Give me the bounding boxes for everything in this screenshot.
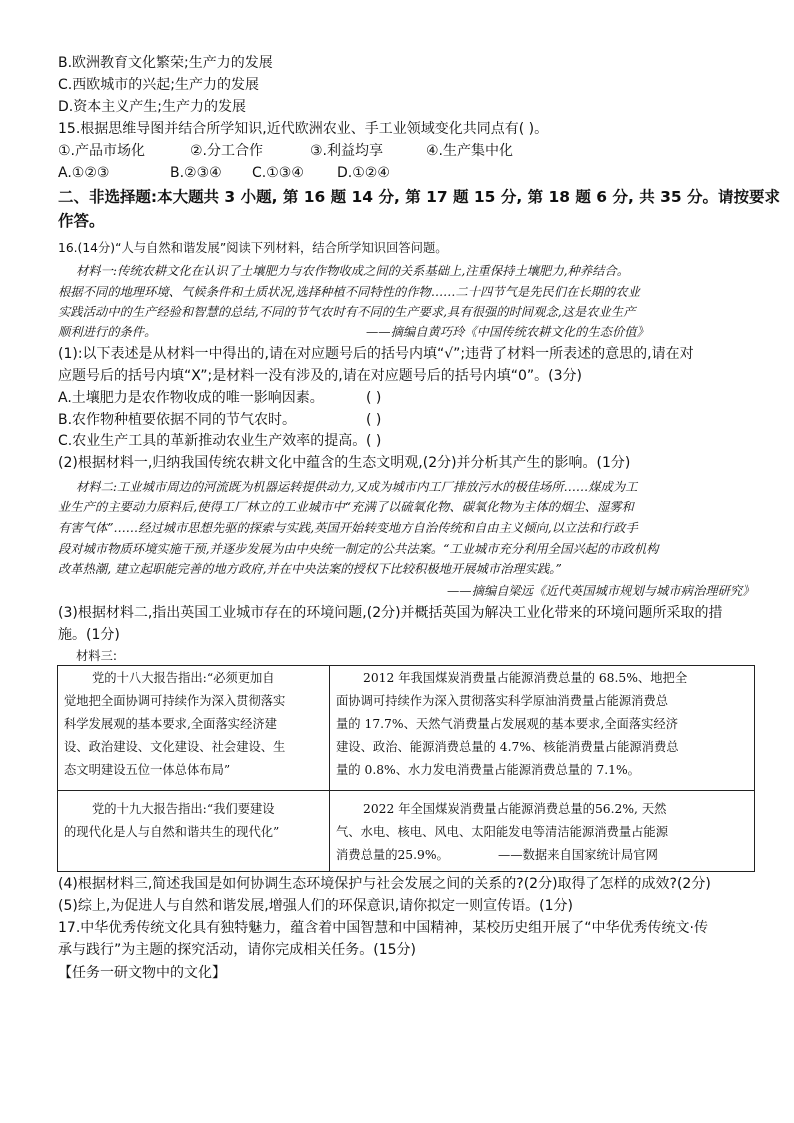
table-r2-left-line: 的现代化是人与自然和谐共生的现代化” bbox=[64, 825, 280, 839]
q16-sub3: (3)根据材料二,指出英国工业城市存在的环境问题,(2分)并概括英国为解决工业化带来的环境问题所采取的措 bbox=[58, 605, 723, 621]
material-3-table bbox=[57, 665, 755, 872]
material-2-line: 改革热潮, 建立起职能完善的地方政府,并在中央法案的授权下比较积极地开展城市治理实践。” bbox=[58, 562, 562, 576]
material-2-line: 业生产的主要动力原料后,使得工厂林立的工业城市中“充满了以硫氧化物、碳氧化物为主体的烟尘、湿雾和 bbox=[58, 500, 634, 514]
statement-b: B.农作物种植要依据不同的节气农时。 bbox=[58, 412, 297, 428]
table-r1-right-line: 量的 17.7%、天然气消费量占发展观的基本要求,全面落实经济 bbox=[336, 717, 679, 731]
q16-sub1: (1):以下表述是从材料一中得出的,请在对应题号后的括号内填“√”;违背了材料一所表述的意思的,请在对 bbox=[58, 346, 694, 362]
material-2-line: 材料二:工业城市周边的河流既为机器运转提供动力,又成为城市内工厂排放污水的极佳场所……煤成为工 bbox=[76, 480, 638, 494]
option-b: B.欧洲教育文化繁荣;生产力的发展 bbox=[58, 55, 273, 71]
q15-item-3: ③.利益均享 bbox=[310, 143, 384, 159]
section2-heading: 二、非选择题:本大题共 3 小题, 第 16 题 14 分, 第 17 题 15 分, 第 18 题 6 分, 共 35 分。请按要求 bbox=[58, 188, 780, 206]
q15-item-4: ④.生产集中化 bbox=[426, 143, 514, 159]
q15-choice-d: D.①②④ bbox=[337, 165, 390, 181]
statement-c-bracket: ( ) bbox=[366, 433, 382, 449]
table-r1-right-line: 建设、政治、能源消费总量的 4.7%、核能消费量占能源消费总 bbox=[336, 740, 679, 754]
material-1-line: 实践活动中的生产经验和智慧的总结,不同的节气农时有不同的生产要求,具有很强的时间观念,这是农业生产 bbox=[58, 305, 636, 319]
material-2-source: ——摘编自梁远《近代英国城市规划与城市病治理研究》 bbox=[447, 584, 755, 598]
table-r1-left-line: 觉地把全面协调可持续作为深入贯彻落实 bbox=[64, 694, 286, 708]
material-1-line: 顺利进行的条件。 bbox=[58, 325, 157, 339]
q16-sub5: (5)综上,为促进人与自然和谐发展,增强人们的环保意识,请你拟定一则宣传语。(1分) bbox=[58, 898, 574, 914]
table-r1-left-line: 党的十八大报告指出:“必须更加自 bbox=[92, 671, 275, 685]
q17-stem-cont: 承与践行”为主题的探究活动，请你完成相关任务。(15分) bbox=[58, 942, 416, 958]
material-1-line: 材料一:传统农耕文化在认识了土壤肥力与农作物收成之间的关系基础上,注重保持土壤肥力,种养结合。 bbox=[76, 264, 630, 278]
table-divider-vertical bbox=[329, 666, 330, 871]
material-1-source: ——摘编自黄巧玲《中国传统农耕文化的生态价值》 bbox=[366, 325, 649, 339]
table-divider-horizontal bbox=[58, 790, 754, 791]
q15-choice-b: B.②③④ bbox=[170, 165, 222, 181]
material-2-line: 有害气体”……经过城市思想先驱的探索与实践,英国开始转变地方自治传统和自由主义倾向,以立法和行政手 bbox=[58, 521, 638, 535]
q16-sub1-cont: 应题号后的括号内填“X”;是材料一没有涉及的,请在对应题号后的括号内填“0”。(3分) bbox=[58, 368, 582, 384]
q15-item-1: ①.产品市场化 bbox=[58, 143, 146, 159]
material-2-line: 段对城市物质环境实施干预,并逐步发展为由中央统一制定的公共法案。“工业城市充分利用全国兴起的市政机构 bbox=[58, 542, 659, 556]
q17-task1: 【任务一研文物中的文化】 bbox=[58, 965, 226, 981]
table-r1-right-line: 量的 0.8%、水力发电消费量占能源消费总量的 7.1%。 bbox=[336, 763, 640, 777]
table-r1-right-line: 面协调可持续作为深入贯彻落实科学原油消费量占能源消费总 bbox=[336, 694, 669, 708]
option-c: C.西欧城市的兴起;生产力的发展 bbox=[58, 77, 259, 93]
table-r1-left-line: 科学发展观的基本要求,全面落实经济建 bbox=[64, 717, 277, 731]
statement-b-bracket: ( ) bbox=[366, 412, 382, 428]
table-r2-right-line: 气、水电、核电、风电、太阳能发电等清洁能源消费量占能源 bbox=[336, 825, 669, 839]
statement-a: A.土壤肥力是农作物收成的唯一影响因素。 bbox=[58, 390, 324, 406]
q16-sub3-cont: 施。(1分) bbox=[58, 627, 120, 643]
q15-stem: 15.根据思维导图并结合所学知识,近代欧洲农业、手工业领域变化共同点有( )。 bbox=[58, 121, 549, 137]
statement-a-bracket: ( ) bbox=[366, 390, 382, 406]
q15-choice-c: C.①③④ bbox=[252, 165, 304, 181]
statement-c: C.农业生产工具的革新推动农业生产效率的提高。 bbox=[58, 433, 367, 449]
q16-sub4: (4)根据材料三,简述我国是如何协调生态环境保护与社会发展之间的关系的?(2分)取得了怎样的成效?(2分) bbox=[58, 876, 711, 892]
table-r2-source: ——数据来自国家统计局官网 bbox=[498, 848, 658, 862]
material-1-line: 根据不同的地理环境、气候条件和土质状况,选择种植不同特性的作物……二十四节气是先民们在长期的农业 bbox=[58, 285, 640, 299]
q16-sub2: (2)根据材料一,归纳我国传统农耕文化中蕴含的生态文明观,(2分)并分析其产生的影响。(1分) bbox=[58, 455, 631, 471]
table-r1-right-line: 2012 年我国煤炭消费量占能源消费总量的 68.5%、地把全 bbox=[363, 671, 688, 685]
table-r1-left-line: 态文明建设五位一体总体布局” bbox=[64, 763, 231, 777]
table-r2-right-line: 消费总量的25.9%。 bbox=[336, 848, 449, 862]
material-3-label: 材料三: bbox=[76, 649, 118, 663]
section2-heading-cont: 作答。 bbox=[58, 212, 105, 230]
table-r2-right-line: 2022 年全国煤炭消费量占能源消费总量的56.2%, 天然 bbox=[363, 802, 667, 816]
q15-item-2: ②.分工合作 bbox=[190, 143, 264, 159]
q16-title: 16.(14分)“人与自然和谐发展”阅读下列材料，结合所学知识回答问题。 bbox=[58, 241, 448, 255]
q15-choice-a: A.①②③ bbox=[58, 165, 110, 181]
table-r1-left-line: 设、政治建设、文化建设、社会建设、生 bbox=[64, 740, 286, 754]
option-d: D.资本主义产生;生产力的发展 bbox=[58, 99, 246, 115]
q17-stem: 17.中华优秀传统文化具有独特魅力，蕴含着中国智慧和中国精神，某校历史组开展了“中华优秀传统文·传 bbox=[58, 920, 708, 936]
table-r2-left-line: 党的十九大报告指出:“我们要建设 bbox=[92, 802, 275, 816]
